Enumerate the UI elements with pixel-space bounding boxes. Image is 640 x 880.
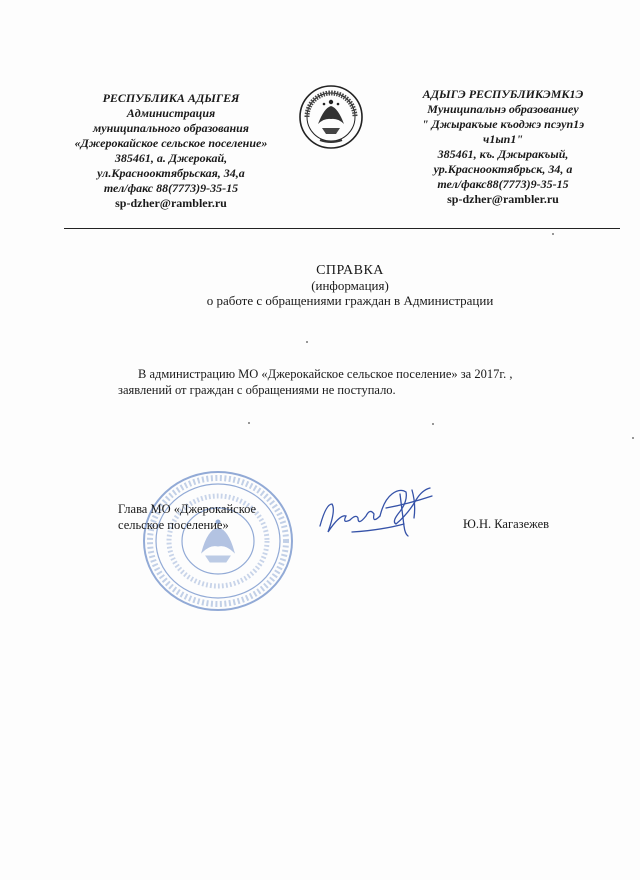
header-left-line: ул.Краснооктябрьская, 34,а	[97, 166, 245, 180]
header-left-line: муниципального образования	[93, 121, 249, 135]
scan-speck	[248, 422, 250, 424]
body-line: В администрацию МО «Джерокайское сельское поселение» за 2017г. ,	[138, 367, 513, 381]
header-right-line: тел/факс88(7773)9-35-15	[437, 177, 569, 191]
header-left-line: «Джерокайское сельское поселение»	[74, 136, 268, 150]
signatory-position-line: сельское поселение»	[118, 518, 229, 532]
header-right	[388, 87, 618, 207]
header-left-line: 385461, а. Джерокай,	[114, 151, 228, 165]
header-left-email: sp-dzher@rambler.ru	[115, 196, 227, 210]
scan-speck	[306, 341, 308, 343]
header-right-line: 385461, къ. Джыракъый,	[437, 147, 569, 161]
header-right-line: ч1ып1"	[483, 132, 523, 146]
header-right-line: Муниципальнэ образованиеу	[427, 102, 579, 116]
document-subject: о работе с обращениями граждан в Администрации	[206, 293, 494, 308]
header-right-line: ур.Краснооктябрьск, 34, а	[433, 162, 573, 176]
header-left-line: тел/факс 88(7773)9-35-15	[103, 181, 239, 195]
document-body	[118, 366, 588, 398]
header-left-line: Администрация	[126, 106, 216, 120]
header-left	[56, 91, 286, 211]
signatory-position	[118, 501, 256, 533]
document-subtitle: (информация)	[311, 278, 389, 293]
header-divider	[64, 228, 620, 229]
scan-speck	[552, 233, 554, 235]
signatory-name: Ю.Н. Кагазежев	[463, 517, 550, 531]
header-right-email: sp-dzher@rambler.ru	[447, 192, 559, 206]
document-title: СПРАВКА	[316, 263, 384, 278]
signatory-position-line: Глава МО «Джерокайское	[118, 502, 257, 516]
handwritten-signature-icon	[312, 474, 440, 544]
scan-speck	[632, 437, 634, 439]
header-left-line: РЕСПУБЛИКА АДЫГЕЯ	[102, 91, 240, 105]
official-stamp-icon	[140, 468, 296, 614]
header-right-line: " Джыракъые къоджэ псэуп1э	[421, 117, 585, 131]
scan-speck	[432, 423, 434, 425]
body-line: заявлений от граждан с обращениями не поступало.	[118, 383, 396, 397]
coat-of-arms-icon	[298, 84, 364, 150]
document-title-block	[120, 263, 580, 308]
header-right-line: АДЫГЭ РЕСПУБЛИКЭМК1Э	[422, 87, 584, 101]
